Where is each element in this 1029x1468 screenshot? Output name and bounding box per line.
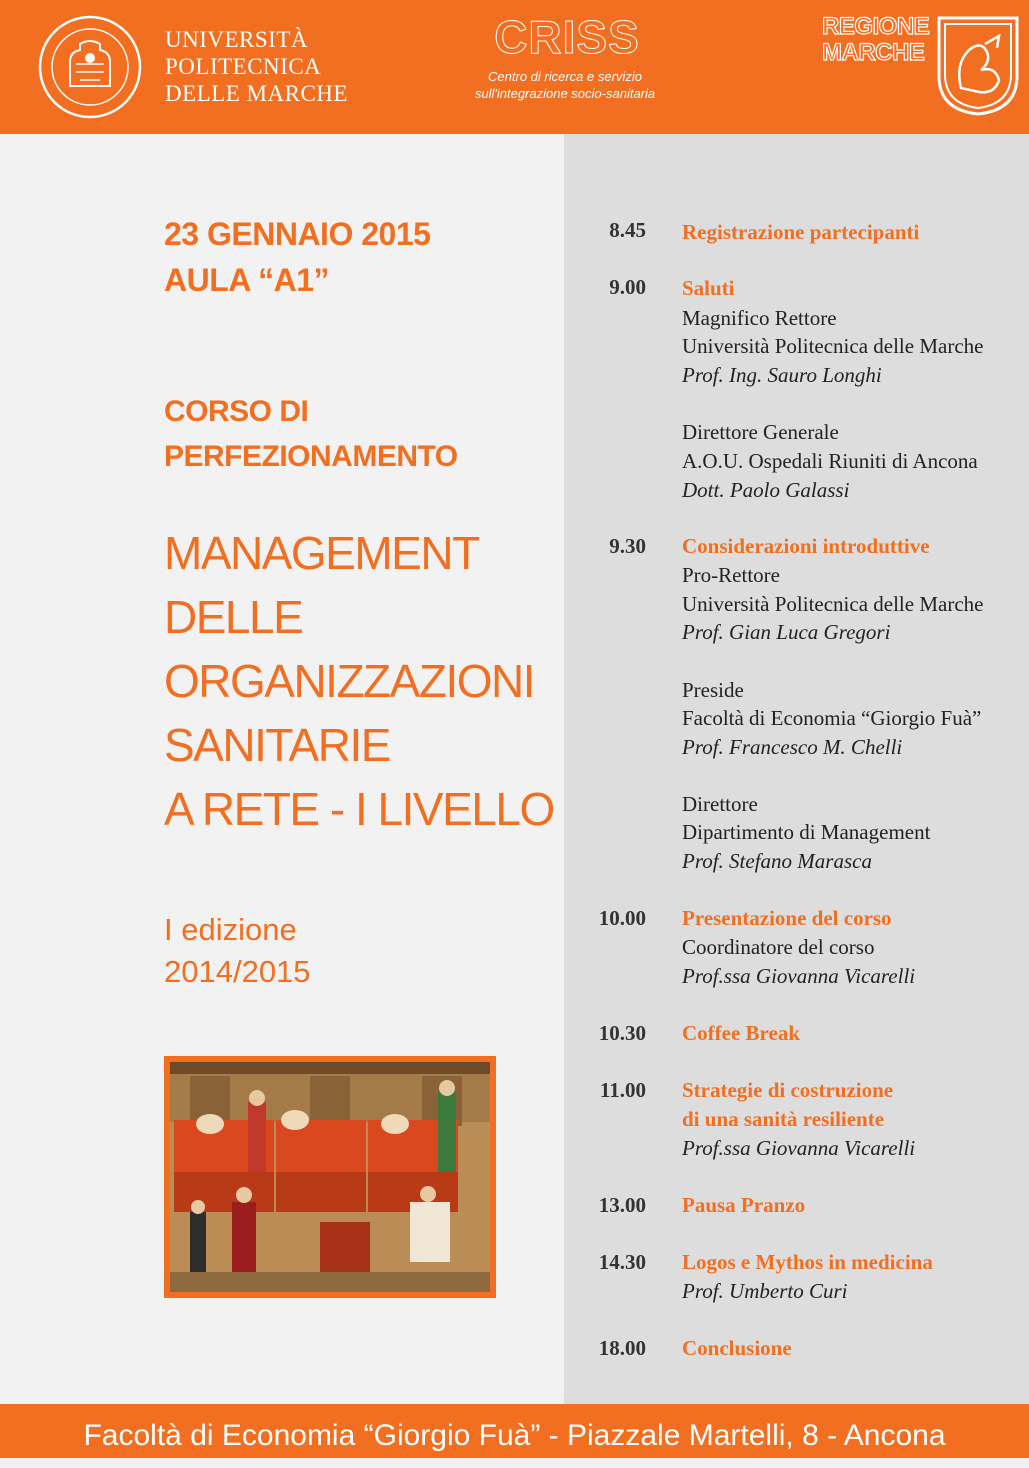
speaker-role: Pro-Rettore <box>682 563 780 587</box>
speaker-institution: Università Politecnica delle Marche <box>682 334 984 358</box>
criss-subtitle-line: Centro di ricerca e servizio <box>488 69 642 84</box>
university-name-line: POLITECNICA <box>165 54 322 79</box>
criss-subtitle <box>455 68 675 102</box>
event-room: AULA “A1” <box>164 262 329 298</box>
speaker-name: Prof. Gian Luca Gregori <box>682 620 891 644</box>
course-title-line: SANITARIE <box>164 719 390 771</box>
schedule-title: Saluti <box>682 276 735 300</box>
schedule-title: Presentazione del corso <box>682 906 892 930</box>
schedule-title: Pausa Pranzo <box>682 1193 806 1217</box>
schedule-time: 18.00 <box>598 1336 646 1360</box>
speaker-name: Prof. Ing. Sauro Longhi <box>682 363 882 387</box>
speaker-role: Direttore <box>682 792 758 816</box>
regione-emblem-icon <box>935 14 1021 118</box>
speaker-institution: A.O.U. Ospedali Riuniti di Ancona <box>682 449 978 473</box>
university-name-line: DELLE MARCHE <box>165 81 348 106</box>
course-title-line: DELLE <box>164 591 303 643</box>
speaker-institution: Dipartimento di Management <box>682 820 931 844</box>
schedule-time: 13.00 <box>598 1193 646 1217</box>
university-name-line: UNIVERSITÀ <box>165 27 308 52</box>
speaker-institution: Facoltà di Economia “Giorgio Fuà” <box>682 706 982 730</box>
schedule-time: 9.00 <box>609 275 646 299</box>
medieval-hospital-illustration <box>170 1062 490 1292</box>
header-bar <box>0 0 1029 134</box>
speaker-role: Preside <box>682 678 744 702</box>
speaker-name: Prof. Francesco M. Chelli <box>682 735 903 759</box>
speaker-role: Magnifico Rettore <box>682 306 837 330</box>
course-title-line: ORGANIZZAZIONI <box>164 655 534 707</box>
criss-logo: CRISS <box>494 11 640 63</box>
university-name <box>165 26 348 107</box>
schedule-time: 10.00 <box>598 906 646 930</box>
regione-line: MARCHE <box>822 39 925 66</box>
schedule-title: Coffee Break <box>682 1021 800 1045</box>
schedule-title: Strategie di costruzione <box>682 1078 894 1102</box>
edition-year: 2014/2015 <box>164 954 311 989</box>
illustration-frame <box>164 1056 496 1298</box>
course-title-line: A RETE - I LIVELLO <box>164 783 554 835</box>
speaker-role: Direttore Generale <box>682 420 839 444</box>
regione-line: REGIONE <box>822 13 930 40</box>
criss-subtitle-line: sull'integrazione socio-sanitaria <box>474 86 656 101</box>
venue-address: Facoltà di Economia “Giorgio Fuà” - Piazzale Martelli, 8 - Ancona <box>83 1419 946 1452</box>
speaker-role: Coordinatore del corso <box>682 935 875 959</box>
regione-marche-logo <box>822 14 929 66</box>
schedule-title: Considerazioni introduttive <box>682 534 930 558</box>
course-type-line: PERFEZIONAMENTO <box>164 440 458 473</box>
schedule-time: 9.30 <box>609 534 646 558</box>
event-date: 23 GENNAIO 2015 <box>164 216 431 252</box>
schedule-title: Registrazione partecipanti <box>682 220 920 244</box>
schedule-title: Conclusione <box>682 1336 792 1360</box>
schedule-time: 10.30 <box>598 1021 646 1045</box>
speaker-institution: Università Politecnica delle Marche <box>682 592 984 616</box>
speaker-name: Dott. Paolo Galassi <box>682 478 850 502</box>
schedule-title: Logos e Mythos in medicina <box>682 1250 933 1274</box>
edition-label: I edizione <box>164 912 297 947</box>
schedule-time: 11.00 <box>599 1078 646 1102</box>
university-seal-icon <box>36 14 144 120</box>
course-type-line: CORSO DI <box>164 395 309 428</box>
schedule-time: 14.30 <box>598 1250 646 1274</box>
speaker-name: Prof.ssa Giovanna Vicarelli <box>682 1136 916 1160</box>
speaker-name: Prof. Stefano Marasca <box>682 849 872 873</box>
speaker-name: Prof.ssa Giovanna Vicarelli <box>682 964 916 988</box>
schedule-title: di una sanità resiliente <box>682 1107 885 1131</box>
speaker-name: Prof. Umberto Curi <box>682 1279 848 1303</box>
footer-bar <box>0 1404 1029 1458</box>
course-title-line: MANAGEMENT <box>164 527 479 579</box>
schedule-time: 8.45 <box>609 218 646 242</box>
